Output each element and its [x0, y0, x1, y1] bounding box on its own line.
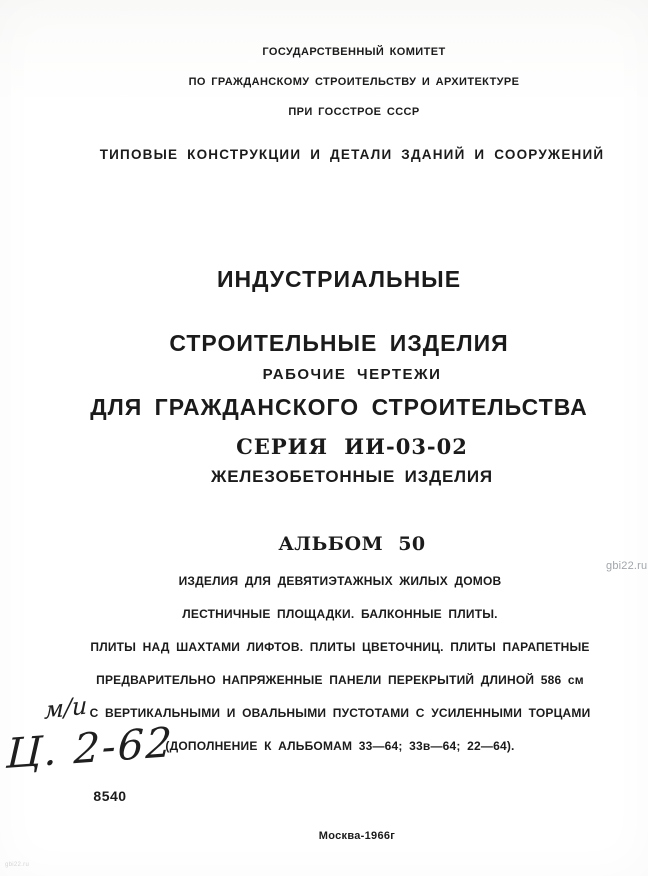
- document-title: [15, 231, 648, 455]
- series-caption: ТИПОВЫЕ КОНСТРУКЦИИ И ДЕТАЛИ ЗДАНИЙ И СООРУЖЕНИЙ: [99, 147, 605, 162]
- handwritten-price-mark: Ц. 2-62: [5, 718, 175, 778]
- site-watermark: gbi22.ru: [606, 560, 648, 572]
- imprint-footer: Москва-1966г: [318, 830, 396, 842]
- series-number: СЕРИЯ ИИ-03-02: [236, 434, 468, 459]
- album-title: АЛЬБОМ 50: [278, 533, 426, 555]
- corner-watermark: gbi22.ru: [5, 862, 30, 868]
- album-description-line: (ДОПОЛНЕНИЕ К АЛЬБОМАМ 33—64; 33в—64; 22—64).: [165, 738, 515, 753]
- organization-header: [30, 30, 648, 135]
- org-header-line2: ПО ГРАЖДАНСКОМУ СТРОИТЕЛЬСТВУ И АРХИТЕКТУРЕ: [188, 76, 520, 88]
- album-description-line: С ВЕРТИКАЛЬНЫМИ И ОВАЛЬНЫМИ ПУСТОТАМИ С УСИЛЕННЫМИ ТОРЦАМИ: [89, 705, 591, 720]
- document-title-line1: ИНДУСТРИАЛЬНЫЕ: [216, 266, 462, 292]
- handwritten-mark-top: м/и: [43, 691, 88, 725]
- document-title-line2: СТРОИТЕЛЬНЫЕ ИЗДЕЛИЯ: [169, 330, 509, 356]
- print-order-number: 8540: [93, 788, 127, 804]
- album-description-line: ИЗДЕЛИЯ ДЛЯ ДЕВЯТИЭТАЖНЫХ ЖИЛЫХ ДОМОВ: [178, 573, 502, 588]
- album-description-line: ПРЕДВАРИТЕЛЬНО НАПРЯЖЕННЫЕ ПАНЕЛИ ПЕРЕКРЫТИЙ ДЛИНОЙ 586 см: [96, 672, 584, 687]
- series-type: ЖЕЛЕЗОБЕТОННЫЕ ИЗДЕЛИЯ: [211, 467, 493, 486]
- org-header-line1: ГОСУДАРСТВЕННЫЙ КОМИТЕТ: [262, 46, 446, 58]
- org-header-line3: ПРИ ГОССТРОЕ СССР: [288, 106, 420, 118]
- album-description-line: ЛЕСТНИЧНЫЕ ПЛОЩАДКИ. БАЛКОННЫЕ ПЛИТЫ.: [182, 606, 498, 621]
- working-drawings-subtitle: РАБОЧИЕ ЧЕРТЕЖИ: [262, 366, 442, 383]
- document-title-line3: ДЛЯ ГРАЖДАНСКОГО СТРОИТЕЛЬСТВА: [90, 394, 588, 420]
- album-description-line: ПЛИТЫ НАД ШАХТАМИ ЛИФТОВ. ПЛИТЫ ЦВЕТОЧНИЦ. ПЛИТЫ ПАРАПЕТНЫЕ: [90, 639, 590, 654]
